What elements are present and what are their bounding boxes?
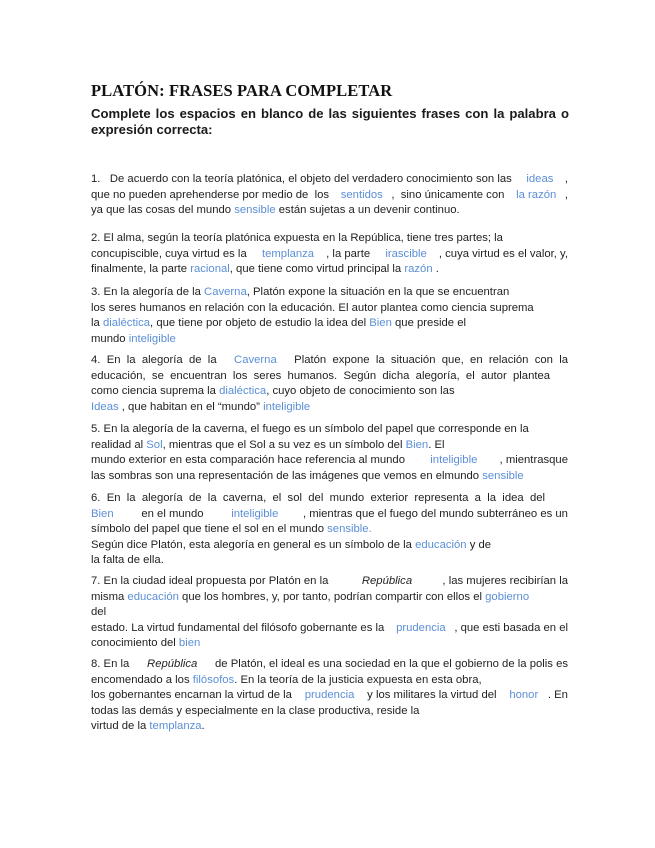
sentence-4 — [91, 353, 568, 415]
answer-word: razón — [404, 263, 433, 276]
sentence-text: todas las demás y especialmente en la clase productiva, reside la — [91, 704, 420, 717]
sentence-text: , que tiene como virtud principal la — [229, 263, 405, 276]
italic-title: República — [147, 658, 198, 670]
sentence-text: , la parte — [326, 247, 374, 260]
answer-word: sensible — [482, 469, 524, 482]
sentence-text: la — [91, 317, 103, 330]
sentence-2 — [91, 231, 568, 278]
answer-word: educación — [415, 538, 467, 551]
answer-word: Bien — [91, 507, 114, 520]
answer-word: inteligible — [128, 332, 176, 345]
sentence-line — [91, 285, 568, 301]
sentence-text: 5. En la alegoría de la caverna, el fuego es un símbolo del papel que corresponde en la — [91, 423, 529, 435]
answer-word: inteligible — [263, 400, 311, 413]
answer-word: sensible — [234, 204, 276, 217]
answer-word: sensible. — [327, 523, 372, 536]
sentence-line — [91, 438, 568, 454]
sentence-text: Platón expone la situación que, en relación con la — [287, 354, 568, 366]
sentence-text: en el mundo — [138, 507, 207, 520]
sentence-8 — [91, 657, 568, 735]
sentence-text: realidad al — [91, 438, 147, 451]
sentence-line — [91, 673, 568, 689]
sentence-text: . — [201, 720, 205, 733]
sentence-line — [91, 688, 568, 704]
sentence-text: , que habitan en el “mundo” — [118, 400, 264, 413]
sentence-text: Según dice Platón, esta alegoría en general es un símbolo de la — [91, 538, 416, 551]
sentence-text: y los militares la virtud del — [364, 689, 500, 702]
sentence-text: las sombras son una representación de las imágenes que vemos en elmundo — [91, 469, 483, 482]
sentence-text: que no pueden aprehenderse por medio de los — [91, 188, 333, 201]
sentence-line — [91, 369, 568, 385]
sentence-line — [91, 657, 568, 673]
sentence-text: encomendado a los — [91, 673, 193, 686]
answer-word: gobierno — [485, 590, 530, 603]
sentence-text: , que esti basada en el — [454, 621, 568, 634]
sentence-line — [91, 203, 568, 219]
sentence-text: mundo exterior en esta comparación hace referencia al mundo — [91, 454, 409, 467]
sentence-text: . El — [428, 438, 445, 451]
sentence-text: , — [564, 188, 568, 201]
sentence-line — [91, 231, 568, 247]
sentence-text: , cuyo objeto de conocimiento son las — [266, 385, 455, 398]
sentence-5 — [91, 422, 568, 484]
sentence-text: que preside el — [391, 317, 466, 330]
sentence-text: 1. De acuerdo con la teoría platónica, el objeto del verdadero conocimiento son las — [91, 173, 515, 185]
sentence-line — [91, 247, 568, 263]
sentence-text: , cuya virtud es el valor, y, — [438, 247, 568, 260]
sentence-text: , que tiene por objeto de estudio la idea del — [150, 317, 370, 330]
sentence-text: 7. En la ciudad ideal propuesta por Platón en la — [91, 575, 332, 587]
answer-word: irascible — [385, 247, 427, 260]
sentence-1 — [91, 172, 568, 219]
answer-word: Bien — [369, 317, 392, 330]
sentence-line — [91, 621, 568, 637]
sentence-text: los seres humanos en relación con la educación. El autor plantea como ciencia suprema — [91, 301, 534, 314]
sentence-text: misma — [91, 590, 128, 603]
answer-word: prudencia — [396, 621, 446, 634]
italic-title: República — [361, 575, 413, 587]
sentence-line — [91, 636, 568, 652]
sentence-line — [91, 719, 568, 735]
sentence-line — [91, 469, 568, 485]
sentence-text: los gobernantes encarnan la virtud de la — [91, 689, 296, 702]
sentence-line — [91, 353, 568, 369]
answer-word: prudencia — [304, 689, 355, 702]
sentence-line — [91, 538, 568, 554]
sentence-text: , sino únicamente con — [391, 188, 508, 201]
answer-word: ideas — [526, 173, 554, 185]
answer-word: inteligible — [430, 454, 478, 467]
sentence-line — [91, 422, 568, 438]
sentence-line — [91, 188, 568, 204]
sentence-line — [91, 400, 568, 416]
sentence-7 — [91, 574, 568, 652]
sentence-line — [91, 553, 568, 569]
answer-word: sentidos — [340, 188, 383, 201]
sentence-text: virtud de la — [91, 720, 150, 733]
answer-word: la razón — [516, 188, 557, 201]
sentence-text: , mientrasque — [499, 454, 568, 467]
answer-word: Sol — [146, 438, 163, 451]
sentence-line — [91, 507, 568, 523]
answer-word: templanza — [149, 720, 202, 733]
sentence-3 — [91, 285, 568, 347]
answer-word: honor — [509, 689, 539, 702]
answer-word: templanza — [261, 247, 315, 260]
sentence-line — [91, 332, 568, 348]
sentence-line — [91, 453, 568, 469]
sentence-line — [91, 704, 568, 720]
sentence-line — [91, 522, 568, 538]
sentence-text: que los hombres, y, por tanto, podrían compartir con ellos el — [178, 590, 486, 603]
sentence-text: , las mujeres recibirían la — [442, 575, 568, 587]
sentence-text: la falta de ella. — [91, 554, 164, 567]
sentence-6 — [91, 491, 568, 569]
answer-word: inteligible — [231, 507, 279, 520]
sentence-text: símbolo del papel que tiene el sol en el mundo — [91, 523, 328, 536]
answer-word: bien — [178, 637, 201, 650]
sentence-line — [91, 574, 568, 590]
sentence-text: conocimiento del — [91, 637, 179, 650]
sentence-text: 6. En la alegoría de la caverna, el sol del mundo exterior representa a la idea del — [91, 492, 546, 504]
document-title: PLATÓN: FRASES PARA COMPLETAR — [91, 81, 393, 100]
sentence-line — [91, 491, 568, 507]
sentence-line — [91, 262, 568, 278]
sentence-text: 3. En la alegoría de la — [91, 286, 205, 298]
sentence-text: concupiscible, cuya virtud es la — [91, 247, 250, 260]
sentence-text: , mientras que el fuego del mundo subterráneo es un — [302, 507, 568, 520]
answer-word: Bien — [405, 438, 429, 451]
sentence-text: 4. En la alegoría de la — [91, 354, 223, 366]
sentence-text: , Platón expone la situación en la que se encuentran — [246, 286, 510, 298]
answer-word: Caverna — [234, 354, 277, 366]
sentence-text: 2. El alma, según la teoría platónica expuesta en la República, tiene tres partes; la — [91, 232, 503, 244]
sentence-line — [91, 301, 568, 317]
answer-word: Caverna — [204, 286, 247, 298]
sentence-text: educación, se encuentran los seres humanos. Según dicha alegoría, el autor plantea — [91, 369, 551, 382]
sentence-text: finalmente, la parte — [91, 263, 191, 276]
answer-word: dialéctica — [102, 317, 151, 330]
sentence-text: , — [564, 173, 568, 185]
answer-word: educación — [127, 590, 179, 603]
sentence-text: . En la teoría de la justicia expuesta en esta obra, — [234, 673, 482, 686]
sentence-text: de Platón, el ideal es una sociedad en la que el gobierno de la polis es — [211, 658, 568, 670]
sentence-line — [91, 605, 568, 621]
sentence-text: , mientras que el Sol a su vez es un símbolo del — [162, 438, 406, 451]
sentence-line — [91, 384, 568, 400]
answer-word: racional — [190, 263, 230, 276]
sentence-line — [91, 590, 568, 606]
sentence-text: 8. En la — [91, 658, 133, 670]
sentence-text: como ciencia suprema la — [91, 385, 220, 398]
instructions: Complete los espacios en blanco de las siguientes frases con la palabra o expresión correcta: — [91, 106, 569, 137]
sentence-text: . — [432, 263, 439, 276]
sentence-text: del — [91, 606, 107, 619]
sentence-line — [91, 172, 568, 188]
answer-word: filósofos — [192, 673, 235, 686]
sentence-text: y de — [466, 538, 492, 551]
sentence-text: estado. La virtud fundamental del filósofo gobernante es la — [91, 621, 388, 634]
answer-word: dialéctica — [219, 385, 267, 398]
sentence-text: . En — [547, 689, 568, 702]
sentence-text: mundo — [91, 332, 129, 345]
sentence-text: están sujetas a un devenir continuo. — [275, 204, 460, 217]
sentence-text: ya que las cosas del mundo — [91, 204, 235, 217]
answer-word: Ideas — [91, 400, 119, 413]
sentence-line — [91, 316, 568, 332]
